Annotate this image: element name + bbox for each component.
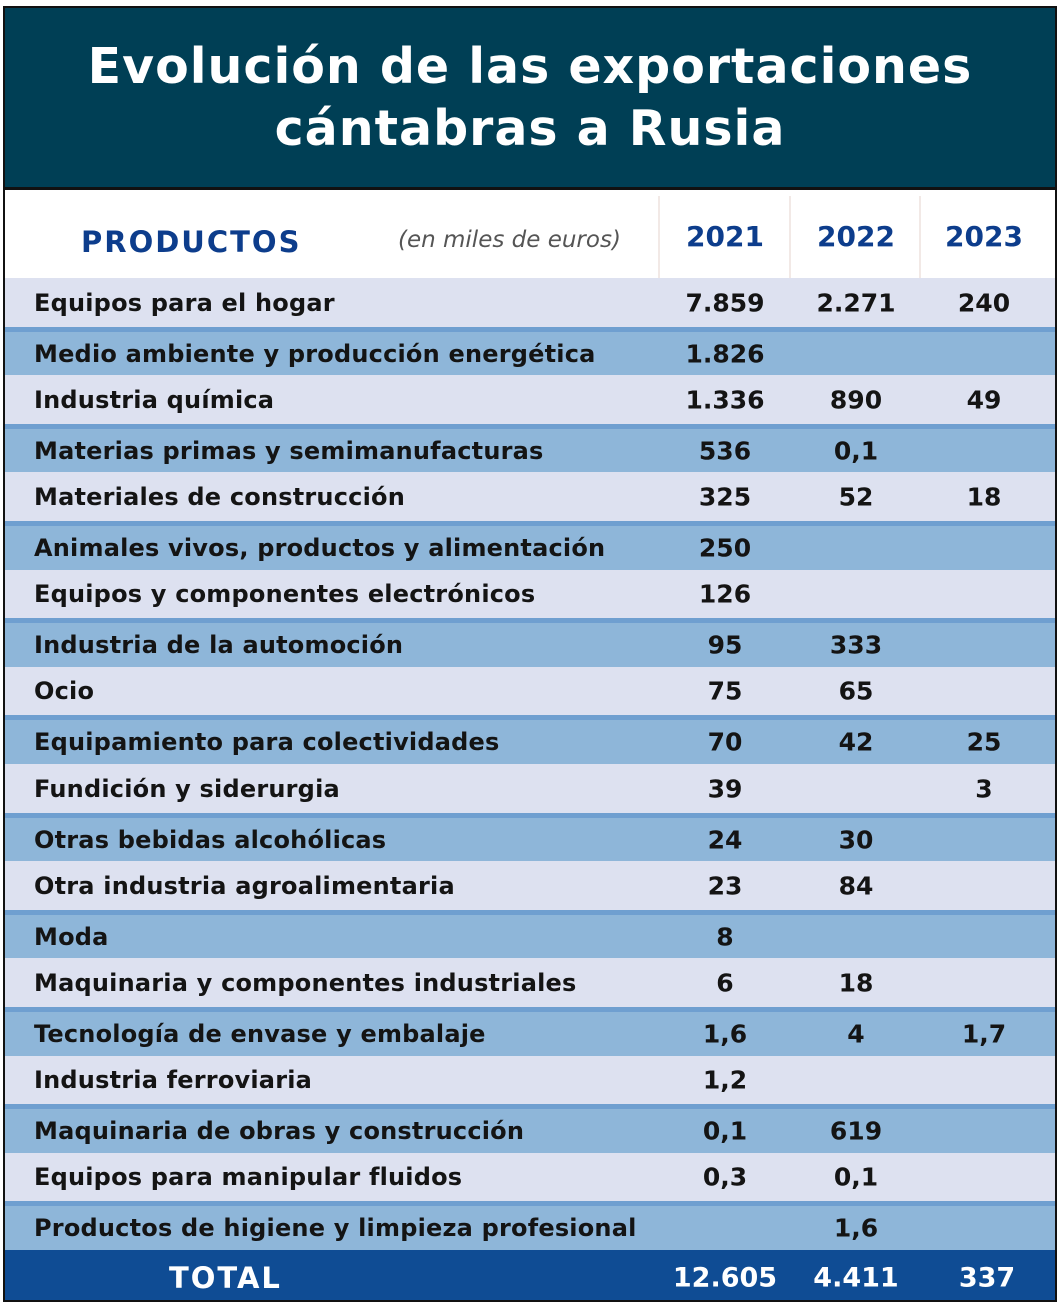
table-row [5, 667, 1055, 716]
table-row [5, 764, 1055, 813]
table-row [5, 1056, 1055, 1105]
value-2023: 1,7 [961, 1019, 1007, 1049]
product-name: Industria ferroviaria [34, 1066, 313, 1095]
value-2022: 1,6 [833, 1213, 879, 1243]
product-name: Maquinaria y componentes industriales [34, 968, 577, 997]
product-name: Animales vivos, productos y alimentación [34, 534, 606, 563]
table-row [5, 521, 1055, 570]
value-2022: 42 [838, 727, 874, 757]
value-2022: 619 [829, 1116, 883, 1146]
value-2023: 25 [966, 727, 1002, 757]
value-2021: 0,1 [702, 1116, 748, 1146]
table-row [5, 618, 1055, 667]
title-banner [5, 8, 1055, 190]
product-name: Otras bebidas alcohólicas [34, 825, 387, 854]
value-2022: 890 [829, 385, 883, 415]
table-row [5, 1007, 1055, 1056]
product-name: Ocio [34, 677, 95, 706]
total-row [5, 1250, 1055, 1302]
product-name: Moda [34, 922, 109, 951]
table-row [5, 278, 1055, 327]
title-line-1: Evolución de las exportaciones [87, 38, 973, 95]
product-name: Industria de la automoción [34, 631, 404, 660]
table-row [5, 1104, 1055, 1153]
product-name: Industria química [34, 385, 275, 414]
table-frame [3, 6, 1057, 1302]
value-2022: 65 [838, 676, 874, 706]
value-2021: 250 [698, 533, 752, 563]
value-2023: 240 [957, 288, 1011, 318]
header-year-2023: 2023 [945, 220, 1023, 253]
value-2021: 1.826 [685, 339, 765, 369]
value-2021: 24 [707, 825, 743, 855]
value-2021: 6 [716, 968, 734, 998]
value-2023: 18 [966, 482, 1002, 512]
table-row [5, 861, 1055, 910]
value-2021: 0,3 [702, 1162, 748, 1192]
value-2022: 0,1 [833, 1162, 879, 1192]
header-products: PRODUCTOS [81, 225, 302, 259]
table-row [5, 327, 1055, 376]
value-2021: 8 [716, 922, 734, 952]
product-name: Tecnología de envase y embalaje [34, 1020, 486, 1049]
product-name: Equipos para el hogar [34, 288, 335, 317]
table-row [5, 424, 1055, 473]
header-year-2021: 2021 [686, 220, 764, 253]
product-name: Fundición y siderurgia [34, 774, 340, 803]
value-2022: 18 [838, 968, 874, 998]
table-row [5, 910, 1055, 959]
product-name: Equipos para manipular fluidos [34, 1163, 463, 1192]
product-name: Equipamiento para colectividades [34, 728, 500, 757]
product-name: Materiales de construcción [34, 482, 405, 511]
value-2021: 536 [698, 436, 752, 466]
value-2021: 1,6 [702, 1019, 748, 1049]
value-2023: 3 [975, 774, 993, 804]
product-name: Otra industria agroalimentaria [34, 871, 455, 900]
header-units: (en miles de euros) [398, 227, 621, 253]
value-2021: 70 [707, 727, 743, 757]
value-2021: 7.859 [685, 288, 765, 318]
value-2021: 325 [698, 482, 752, 512]
value-2022: 333 [829, 630, 883, 660]
value-2022: 2.271 [816, 288, 896, 318]
value-2022: 4 [847, 1019, 865, 1049]
value-2023: 49 [966, 385, 1002, 415]
value-2022: 30 [838, 825, 874, 855]
table-row [5, 1153, 1055, 1202]
value-2022: 0,1 [833, 436, 879, 466]
product-name: Productos de higiene y limpieza profesional [34, 1214, 637, 1243]
value-2022: 84 [838, 871, 874, 901]
product-name: Medio ambiente y producción energética [34, 339, 596, 368]
product-name: Maquinaria de obras y construcción [34, 1117, 525, 1146]
table-row [5, 715, 1055, 764]
value-2021: 95 [707, 630, 743, 660]
table-row [5, 958, 1055, 1007]
value-2021: 23 [707, 871, 743, 901]
table-row [5, 1201, 1055, 1250]
header-year-2022: 2022 [817, 220, 895, 253]
table-header [5, 190, 1055, 278]
value-2021: 39 [707, 774, 743, 804]
total-2021: 12.605 [672, 1262, 778, 1294]
value-2021: 75 [707, 676, 743, 706]
product-name: Equipos y componentes electrónicos [34, 580, 536, 609]
table-row [5, 375, 1055, 424]
total-2023: 337 [958, 1262, 1016, 1294]
total-2022: 4.411 [813, 1262, 899, 1294]
table-row [5, 472, 1055, 521]
value-2022: 52 [838, 482, 874, 512]
product-name: Materias primas y semimanufacturas [34, 436, 544, 465]
value-2021: 126 [698, 579, 752, 609]
table-row [5, 813, 1055, 862]
total-label: TOTAL [169, 1261, 282, 1295]
title-line-2: cántabras a Rusia [274, 100, 786, 157]
value-2021: 1.336 [685, 385, 765, 415]
table-row [5, 570, 1055, 619]
value-2021: 1,2 [702, 1065, 748, 1095]
